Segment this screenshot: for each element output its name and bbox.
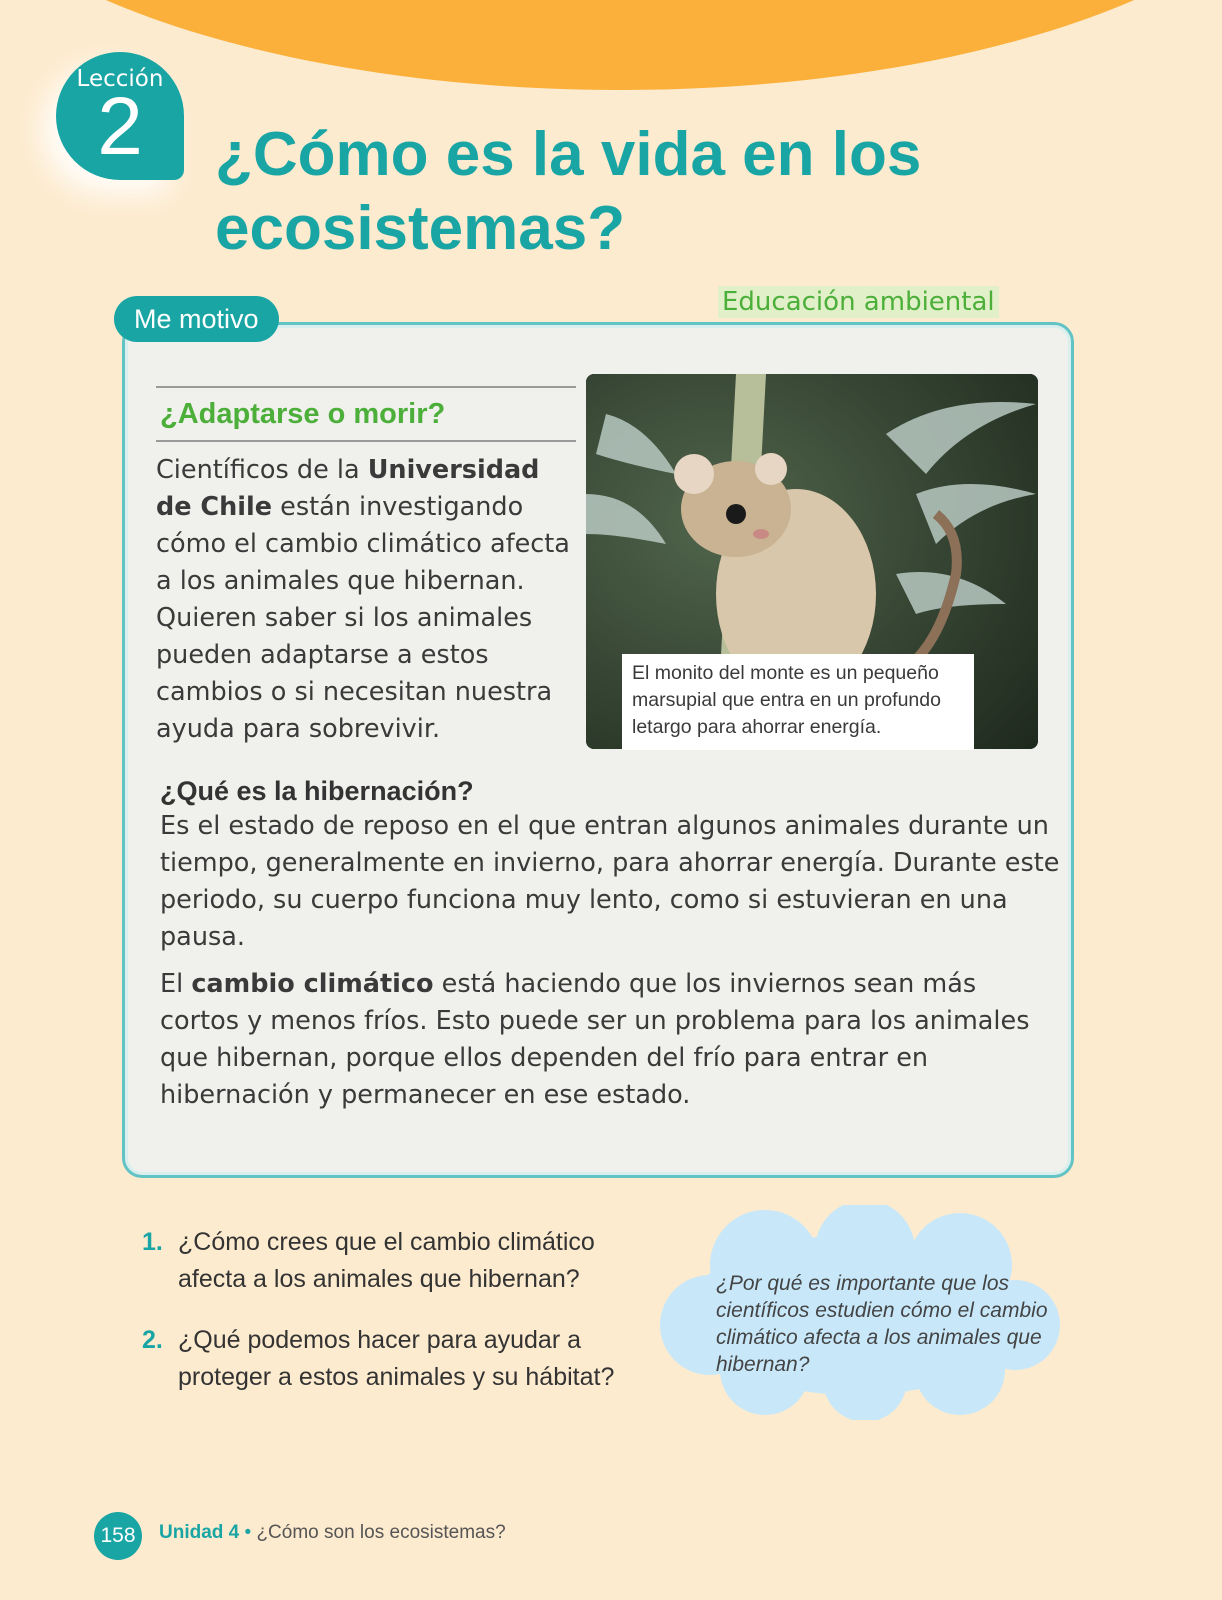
motivation-tab: Me motivo bbox=[114, 296, 279, 342]
page-number: 158 bbox=[94, 1512, 142, 1560]
education-tag: Educación ambiental bbox=[718, 286, 999, 318]
lesson-badge bbox=[56, 52, 184, 180]
question-text: ¿Cómo crees que el cambio climático afecta a los animales que hibernan? bbox=[178, 1228, 595, 1293]
climate-change-paragraph bbox=[160, 966, 1060, 1114]
lesson-number: 2 bbox=[97, 81, 143, 172]
question-list bbox=[140, 1224, 660, 1420]
intro-text-bold: Universidad de Chile bbox=[156, 455, 540, 522]
cloud-question: ¿Por qué es importante que los científicos estudien cómo el cambio climático afecta a los animales que hibernan? bbox=[716, 1272, 1048, 1376]
lesson-label: Lección bbox=[76, 66, 164, 92]
footer-separator: • bbox=[239, 1522, 257, 1543]
intro-text-1: Científicos de la bbox=[156, 455, 368, 485]
question-text: ¿Qué podemos hacer para ayudar a proteger a estos animales y su hábitat? bbox=[178, 1326, 615, 1391]
intro-paragraph bbox=[156, 452, 576, 748]
hibernation-paragraph: Es el estado de reposo en el que entran algunos animales durante un tiempo, generalmente en invierno, para ahorrar energía. Durante este periodo, su cuerpo funciona muy lento, como si estuvieran en una pausa. bbox=[160, 811, 1060, 952]
footer-subtitle: ¿Cómo son los ecosistemas? bbox=[256, 1522, 506, 1543]
question-number: 2. bbox=[142, 1326, 163, 1354]
question-number: 1. bbox=[142, 1228, 163, 1256]
page-title: ¿Cómo es la vida en los ecosistemas? bbox=[215, 120, 922, 263]
photo-caption: El monito del monte es un pequeño marsupial que entra en un profundo letargo para ahorrar energía. bbox=[622, 654, 974, 750]
question-item bbox=[140, 1224, 660, 1298]
footer-running-head bbox=[159, 1522, 506, 1544]
climate-text-2: está haciendo que los inviernos sean más cortos y menos fríos. Esto puede ser un problema para los animales que hibernan, porque ellos dependen del frío para entrar en hibernación y permanecer en ese estado. bbox=[160, 969, 1030, 1110]
hibernation-heading: ¿Qué es la hibernación? bbox=[160, 776, 474, 806]
section-subheading: ¿Adaptarse o morir? bbox=[156, 386, 576, 442]
question-item bbox=[140, 1322, 660, 1396]
footer-unit: Unidad 4 bbox=[159, 1522, 240, 1543]
climate-text-bold: cambio climático bbox=[191, 969, 434, 999]
climate-text-1: El bbox=[160, 969, 192, 999]
intro-text-2: están investigando cómo el cambio climático afecta a los animales que hibernan. Quieren saber si los animales pueden adaptarse a estos cambios o si necesitan nuestra ayuda para sobrevivir. bbox=[156, 492, 570, 744]
